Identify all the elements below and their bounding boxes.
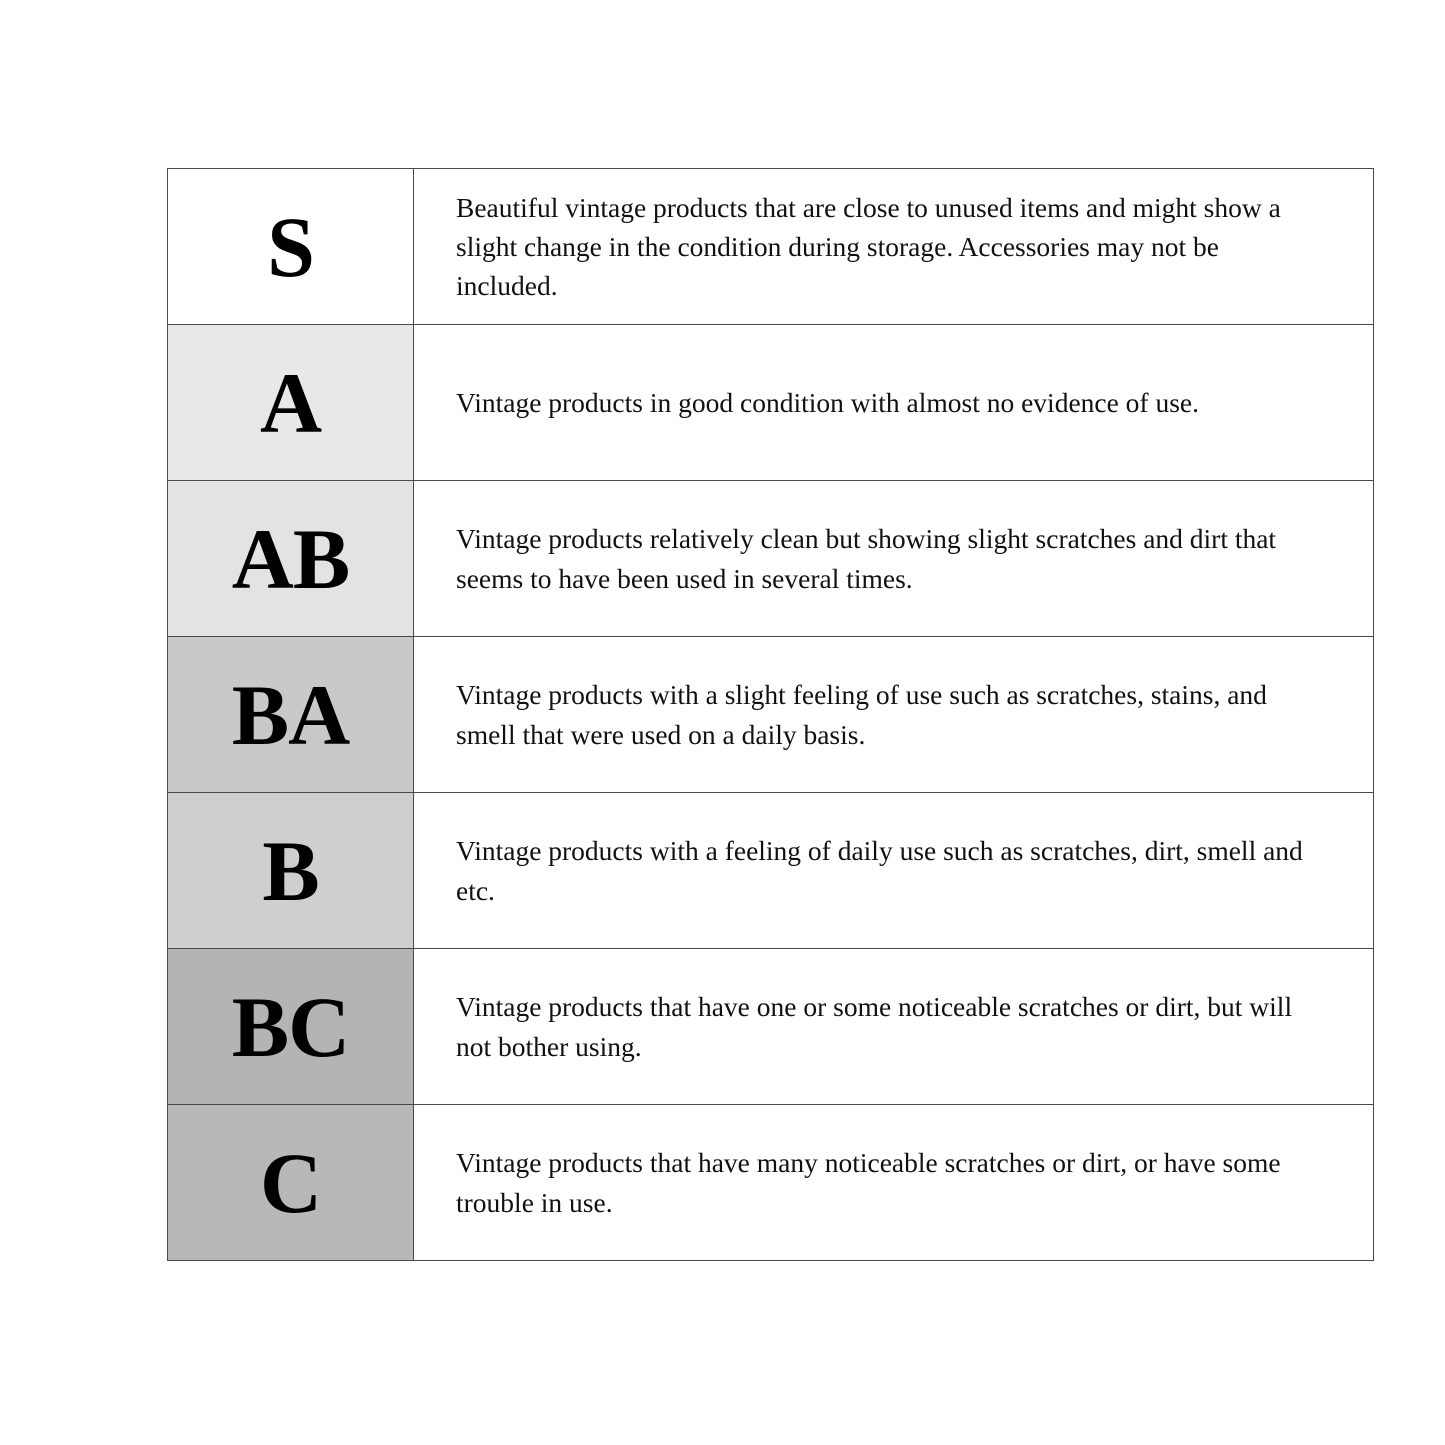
table-row xyxy=(168,169,1374,325)
grade-cell-b xyxy=(168,793,414,949)
grade-cell-c xyxy=(168,1105,414,1261)
grade-cell-bc xyxy=(168,949,414,1105)
grade-label: B xyxy=(262,822,319,919)
description-cell-c xyxy=(414,1105,1374,1261)
grade-cell-s xyxy=(168,169,414,325)
description-text: Vintage products with a feeling of daily use such as scratches, dirt, smell and etc. xyxy=(456,835,1303,906)
description-cell-s xyxy=(414,169,1374,325)
table-row xyxy=(168,637,1374,793)
description-cell-ab xyxy=(414,481,1374,637)
description-text: Vintage products relatively clean but showing slight scratches and dirt that seems to have been used in several times. xyxy=(456,523,1277,594)
grade-cell-ab xyxy=(168,481,414,637)
table-row xyxy=(168,325,1374,481)
description-text: Vintage products in good condition with almost no evidence of use. xyxy=(456,386,1199,418)
description-text: Vintage products that have one or some noticeable scratches or dirt, but will not bother using. xyxy=(456,991,1293,1062)
description-cell-a xyxy=(414,325,1374,481)
grade-cell-a xyxy=(168,325,414,481)
table-row xyxy=(168,949,1374,1105)
description-cell-ba xyxy=(414,637,1374,793)
grade-label: S xyxy=(267,198,314,295)
table-row xyxy=(168,481,1374,637)
description-text: Vintage products that have many noticeable scratches or dirt, or have some trouble in use. xyxy=(456,1147,1281,1218)
description-cell-bc xyxy=(414,949,1374,1105)
description-cell-b xyxy=(414,793,1374,949)
grade-label: AB xyxy=(231,510,350,607)
grade-label: BC xyxy=(231,978,350,1075)
grade-label: C xyxy=(259,1134,322,1231)
table-body xyxy=(168,169,1374,1261)
description-text: Beautiful vintage products that are close to unused items and might show a slight change in the condition during storage. Accessories may not be included. xyxy=(456,191,1281,302)
description-text: Vintage products with a slight feeling of use such as scratches, stains, and smell that were used on a daily basis. xyxy=(456,679,1267,750)
table-row xyxy=(168,1105,1374,1261)
grade-label: BA xyxy=(231,666,350,763)
condition-grade-table xyxy=(167,168,1374,1261)
grade-label: A xyxy=(259,354,322,451)
grade-cell-ba xyxy=(168,637,414,793)
table-row xyxy=(168,793,1374,949)
